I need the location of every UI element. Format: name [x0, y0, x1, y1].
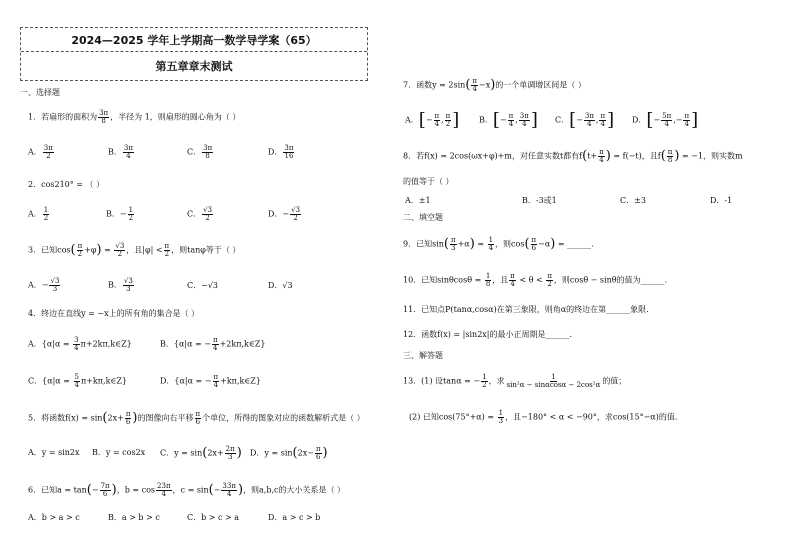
- q8-option-c: C．±3: [620, 196, 646, 205]
- q7-option-c: C．[− $\frac{3\pi}{4}$ , $\frac{\pi}{4}$ ]: [555, 109, 615, 131]
- question-2: 2．cos210° = （ ）: [28, 180, 105, 189]
- header-box: [20, 27, 368, 81]
- q5-option-b: B．y = cos2x: [92, 448, 146, 457]
- q7-option-a: A．[− $\frac{\pi}{4}$ , $\frac{\pi}{2}$ ]: [405, 109, 460, 131]
- question-13-part2: (2) 已知cos(75°+α) = $\frac{1}{3}$ ，且−180° < α < −90°，求cos(15°−α)的值.: [409, 409, 678, 425]
- q8-option-a: A．±1: [405, 196, 431, 205]
- q8-line2: 的值等于（ ）: [403, 177, 454, 186]
- q1-option-c: C． $\frac{3\pi}{8}$: [187, 144, 213, 160]
- q2-option-c: C． $\frac{√3}{2}$: [187, 206, 213, 222]
- q4-option-b: B．{α|α = − $\frac{\pi}{4}$ +2kπ,k∈Z}: [160, 336, 266, 352]
- question-8: 8．若f(x) = 2cos(ωx+φ)+m，对任意实数t都有f(t+ $\frac{\pi}{4}$ ) = f(−t)，且f( $\frac{\pi}{8}$ ) = −1，则实数m: [403, 148, 743, 164]
- question-6: 6．已知a = tan(− $\frac{7\pi}{6}$ )，b = cos $\frac{23\pi}{4}$ ，c = sin(− $\frac{33\pi}{4}$ )，则a,b,c的大小关系是（ ）: [28, 482, 346, 498]
- q1-option-d: D． $\frac{3\pi}{16}$: [268, 144, 294, 160]
- q4-option-a: A．{α|α = $\frac{3}{4}$ π+2kπ,k∈Z}: [28, 336, 132, 352]
- q6-option-a: A．b > a > c: [28, 513, 80, 522]
- question-7: 7．函数y = 2sin( $\frac{\pi}{4}$ −x)的一个单调增区间是（ ）: [403, 77, 586, 93]
- q1-option-b: B． $\frac{3\pi}{4}$: [108, 144, 133, 160]
- header-subtitle: 第五章章末测试: [155, 60, 233, 73]
- question-5: 5．将函数f(x) = sin(2x+ $\frac{\pi}{6}$ )的图像向右平移 $\frac{\pi}{6}$ 个单位，所得的图象对应的函数解析式是（ ）: [28, 410, 365, 426]
- header-title: 2024—2025 学年上学期高一数学导学案（65）: [21, 28, 367, 52]
- question-3: 3．已知cos( $\frac{\pi}{2}$ +φ) = $\frac{√3}{2}$ ，且|φ| < $\frac{\pi}{2}$ ，则tanφ等于（ ）: [28, 242, 241, 258]
- q2-option-b: B．− $\frac{1}{2}$: [106, 206, 134, 222]
- question-9: 9．已知sin( $\frac{\pi}{3}$ +α) = $\frac{1}{4}$ ，则cos( $\frac{\pi}{6}$ −α) = ______.: [403, 236, 594, 252]
- q3-option-c: C．−√3: [187, 281, 219, 290]
- q1-option-a: A． $\frac{3\pi}{2}$: [28, 144, 53, 160]
- q3-option-d: D．√3: [268, 281, 293, 290]
- q5-option-c: C．y = sin(2x+ $\frac{2\pi}{3}$ ): [160, 445, 242, 461]
- q8-option-b: B．-3或1: [522, 196, 557, 205]
- question-10: 10．已知sinθcosθ = $\frac{1}{8}$ ，且 $\frac{\pi}{4}$ < θ < $\frac{\pi}{2}$ ，则cosθ − sinθ的值为______.: [403, 272, 668, 288]
- q6-option-c: C．b > c > a: [187, 513, 240, 522]
- section-answer: 三、解答题: [403, 351, 443, 360]
- q3-option-a: A．− $\frac{√3}{3}$: [28, 277, 60, 293]
- section-choice: 一、选择题: [20, 88, 60, 97]
- q3-option-b: B． $\frac{√3}{3}$: [108, 277, 133, 293]
- q2-option-d: D．− $\frac{√3}{2}$: [268, 206, 301, 222]
- question-11: 11．已知点P(tanα,cosα)在第三象限，则角α的终边在第______象限.: [403, 305, 649, 314]
- question-1: 1．若扇形的面积为 $\frac{3\pi}{8}$ ，半径为 1，则扇形的圆心角为（ ）: [28, 109, 241, 125]
- question-4: 4．终边在直线y = −x上的所有角的集合是（ ）: [28, 309, 200, 318]
- q5-option-a: A．y = sin2x: [28, 448, 80, 457]
- q8-option-d: D．-1: [710, 196, 733, 205]
- q2-option-a: A． $\frac{1}{2}$: [28, 206, 49, 222]
- question-12: 12．函数f(x) = |sin2x|的最小正周期是______.: [403, 330, 573, 339]
- q6-option-d: D．a > c > b: [268, 513, 321, 522]
- question-13-part1: 13．(1) 设tanα = − $\frac{1}{2}$ ，求 $\frac{1}{\text{sin²α − sinαcosα − 2cos²α}}$ 的值；: [403, 373, 627, 389]
- section-fill: 二、填空题: [403, 213, 443, 222]
- q7-option-d: D．[− $\frac{5\pi}{4}$ ,− $\frac{\pi}{4}$ ]: [632, 109, 699, 131]
- q4-option-d: D．{α|α = − $\frac{\pi}{4}$ +kπ,k∈Z}: [160, 373, 261, 389]
- q6-option-b: B．a > b > c: [108, 513, 160, 522]
- q7-option-b: B．[− $\frac{\pi}{4}$ , $\frac{3\pi}{4}$ ]: [479, 109, 538, 131]
- q4-option-c: C．{α|α = $\frac{5}{4}$ π+kπ,k∈Z}: [28, 373, 127, 389]
- q5-option-d: D．y = sin(2x− $\frac{\pi}{6}$ ): [250, 445, 328, 461]
